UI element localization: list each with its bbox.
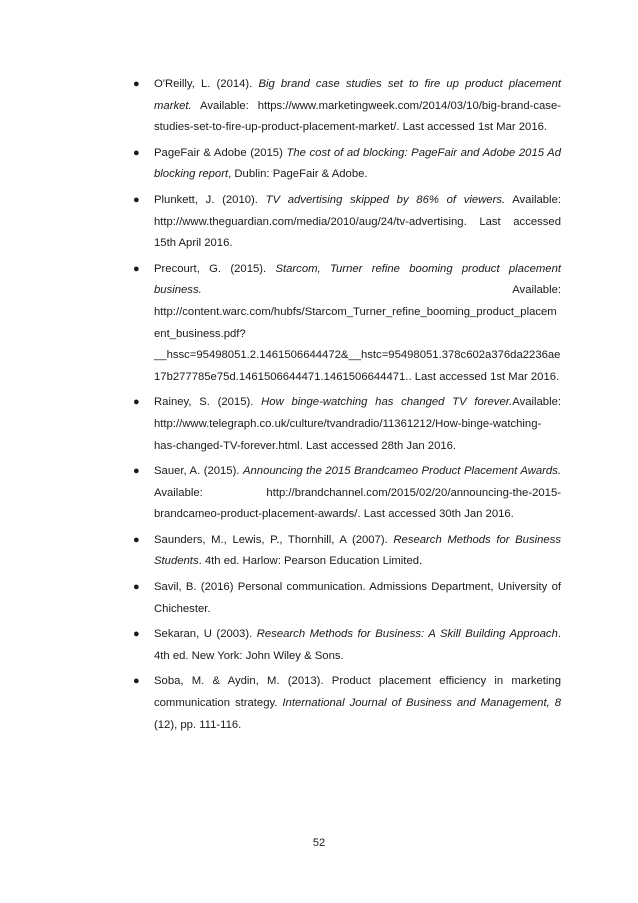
reference-item xyxy=(133,259,561,389)
reference-item xyxy=(133,461,561,526)
bullet-icon: ● xyxy=(133,581,140,594)
reference-title: TV advertising skipped by 86% of viewers. xyxy=(265,193,506,206)
reference-details: . 4th ed. New York: John Wiley & Sons. xyxy=(154,628,561,662)
reference-details: (12), pp. 111-116. xyxy=(154,718,242,731)
reference-item xyxy=(133,624,561,667)
reference-title: The cost of ad blocking: PageFair and Adobe 2015 Ad blocking report xyxy=(154,146,561,181)
reference-details: Available: http://content.warc.com/hubfs/Starcom_Turner_refine_booming_product_placement_business.pdf?__hssc=95498051.2.1461506644472&__hstc=95498051.378c602a376da2236ae17b277785e75d.1461506644471.1461506644471.. Last accessed 1st Mar 2016. xyxy=(154,284,561,383)
reference-item xyxy=(133,74,561,139)
bullet-icon: ● xyxy=(133,533,140,546)
reference-item xyxy=(133,392,561,457)
reference-item xyxy=(133,143,561,186)
reference-title: Research Methods for Business: A Skill Building Approach xyxy=(256,628,558,641)
reference-item xyxy=(133,577,561,620)
reference-author: Sauer, A. (2015). xyxy=(154,465,243,478)
bullet-icon: ● xyxy=(133,396,140,409)
reference-author: Plunkett, J. (2010). xyxy=(154,193,266,206)
bullet-icon: ● xyxy=(133,262,140,275)
bullet-icon: ● xyxy=(133,465,140,478)
reference-details: . 4th ed. Harlow: Pearson Education Limited. xyxy=(198,555,423,568)
bullet-icon: ● xyxy=(133,78,140,90)
reference-author: Saunders, M., Lewis, P., Thornhill, A (2007). xyxy=(154,533,394,546)
reference-title: Starcom, Turner refine booming product placement business. xyxy=(154,262,561,297)
reference-author: Precourt, G. (2015). xyxy=(154,262,276,275)
reference-list xyxy=(133,74,561,740)
bullet-icon: ● xyxy=(133,193,140,206)
page-number: 52 xyxy=(312,837,326,849)
bullet-icon: ● xyxy=(133,628,140,641)
reference-details: Available: http://www.theguardian.com/media/2010/aug/24/tv-advertising. Last accessed 15th April 2016. xyxy=(154,193,561,250)
reference-author: Savil, B. (2016) Personal communication. Admissions Department, University of Chichester. xyxy=(154,581,561,615)
reference-author: PageFair & Adobe (2015) xyxy=(154,146,287,159)
bullet-icon: ● xyxy=(133,146,140,159)
reference-details: , Dublin: PageFair & Adobe. xyxy=(228,168,368,181)
reference-details: Available: http://www.telegraph.co.uk/culture/tvandradio/11361212/How-binge-watching-has-changed-TV-forever.html. Last accessed 28th Jan 2016. xyxy=(154,396,562,452)
bullet-icon: ● xyxy=(133,675,140,688)
reference-title: How binge-watching has changed TV forever. xyxy=(261,396,513,409)
reference-item xyxy=(133,530,561,573)
reference-title: Research Methods for Business Students xyxy=(154,533,561,568)
reference-title: International Journal of Business and Management, 8 xyxy=(282,697,561,710)
reference-details: Available: https://www.marketingweek.com/2014/03/10/big-brand-case-studies-set-to-fire-up-product-placement-market/. Last accessed 1st Mar 2016. xyxy=(154,99,561,134)
reference-author: Sekaran, U (2003). xyxy=(154,628,257,641)
reference-item xyxy=(133,190,561,255)
reference-title: Big brand case studies set to fire up product placement market. xyxy=(154,78,561,112)
reference-title: Announcing the 2015 Brandcameo Product Placement Awards. xyxy=(242,465,561,478)
reference-author: Soba, M. & Aydin, M. (2013). Product placement efficiency in marketing communication strategy. xyxy=(154,675,561,710)
reference-details: Available: http://brandchannel.com/2015/02/20/announcing-the-2015-brandcameo-product-placement-awards/. Last accessed 30th Jan 2016. xyxy=(154,486,561,521)
reference-author: O'Reilly, L. (2014). xyxy=(154,78,259,90)
reference-author: Rainey, S. (2015). xyxy=(154,396,262,409)
reference-item xyxy=(133,671,561,736)
